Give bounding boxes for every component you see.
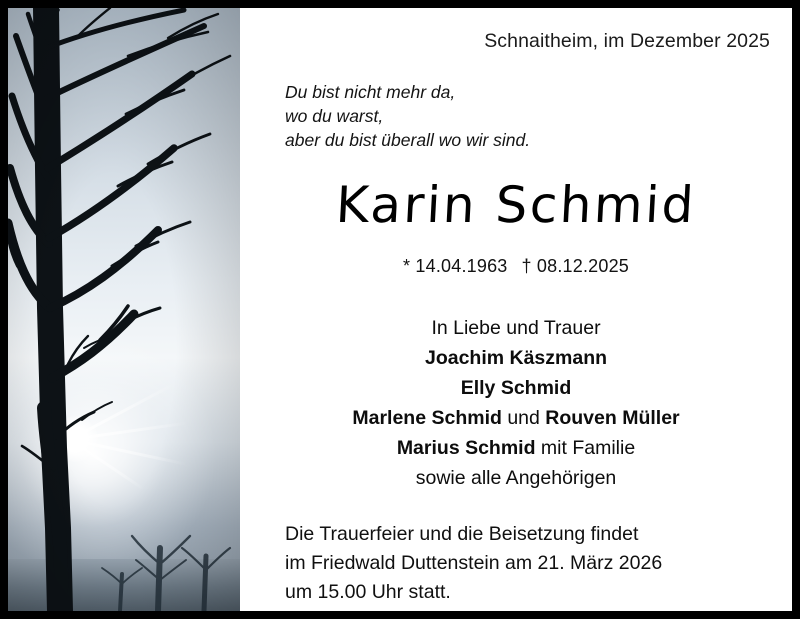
obituary-text-area xyxy=(240,8,792,611)
mourner-name: Marlene Schmid xyxy=(352,407,502,429)
mourner-collective: sowie alle Angehörigen xyxy=(415,467,617,489)
ceremony-line-2: im Friedwald Duttenstein am 21. März 2026 xyxy=(285,552,663,574)
death-date: † 08.12.2025 xyxy=(521,256,629,276)
mourner-row xyxy=(240,433,792,463)
birth-date: * 14.04.1963 xyxy=(403,256,508,276)
memorial-verse xyxy=(285,80,530,152)
life-dates xyxy=(240,256,792,277)
deceased-name: Karin Schmid xyxy=(334,176,698,234)
mourner-row xyxy=(240,463,792,493)
mourner-name: Joachim Käszmann xyxy=(424,347,608,369)
winter-tree-silhouette-photo xyxy=(8,8,240,611)
ceremony-details xyxy=(285,520,662,607)
mourner-suffix: mit Familie xyxy=(535,437,636,459)
mourner-name: Elly Schmid xyxy=(460,377,572,399)
mourner-row xyxy=(240,343,792,373)
verse-line-3: aber du bist überall wo wir sind. xyxy=(285,130,531,150)
verse-line-2: wo du warst, xyxy=(285,106,384,126)
verse-line-1: Du bist nicht mehr da, xyxy=(285,82,456,102)
ceremony-line-1: Die Trauerfeier und die Beisetzung findet xyxy=(285,523,639,545)
obituary-card xyxy=(8,8,792,611)
ceremony-line-3: um 15.00 Uhr statt. xyxy=(285,581,451,603)
mourning-intro: In Liebe und Trauer xyxy=(431,317,601,339)
place-and-date: Schnaitheim, im Dezember 2025 xyxy=(484,30,770,52)
mourner-name: Rouven Müller xyxy=(545,407,680,429)
mourner-row xyxy=(240,403,792,433)
mourner-name: Marius Schmid xyxy=(396,437,536,459)
mourners-block xyxy=(240,313,792,493)
mourner-row xyxy=(240,373,792,403)
mourner-conjunction: und xyxy=(501,407,546,429)
tree-branches-icon xyxy=(8,8,240,611)
